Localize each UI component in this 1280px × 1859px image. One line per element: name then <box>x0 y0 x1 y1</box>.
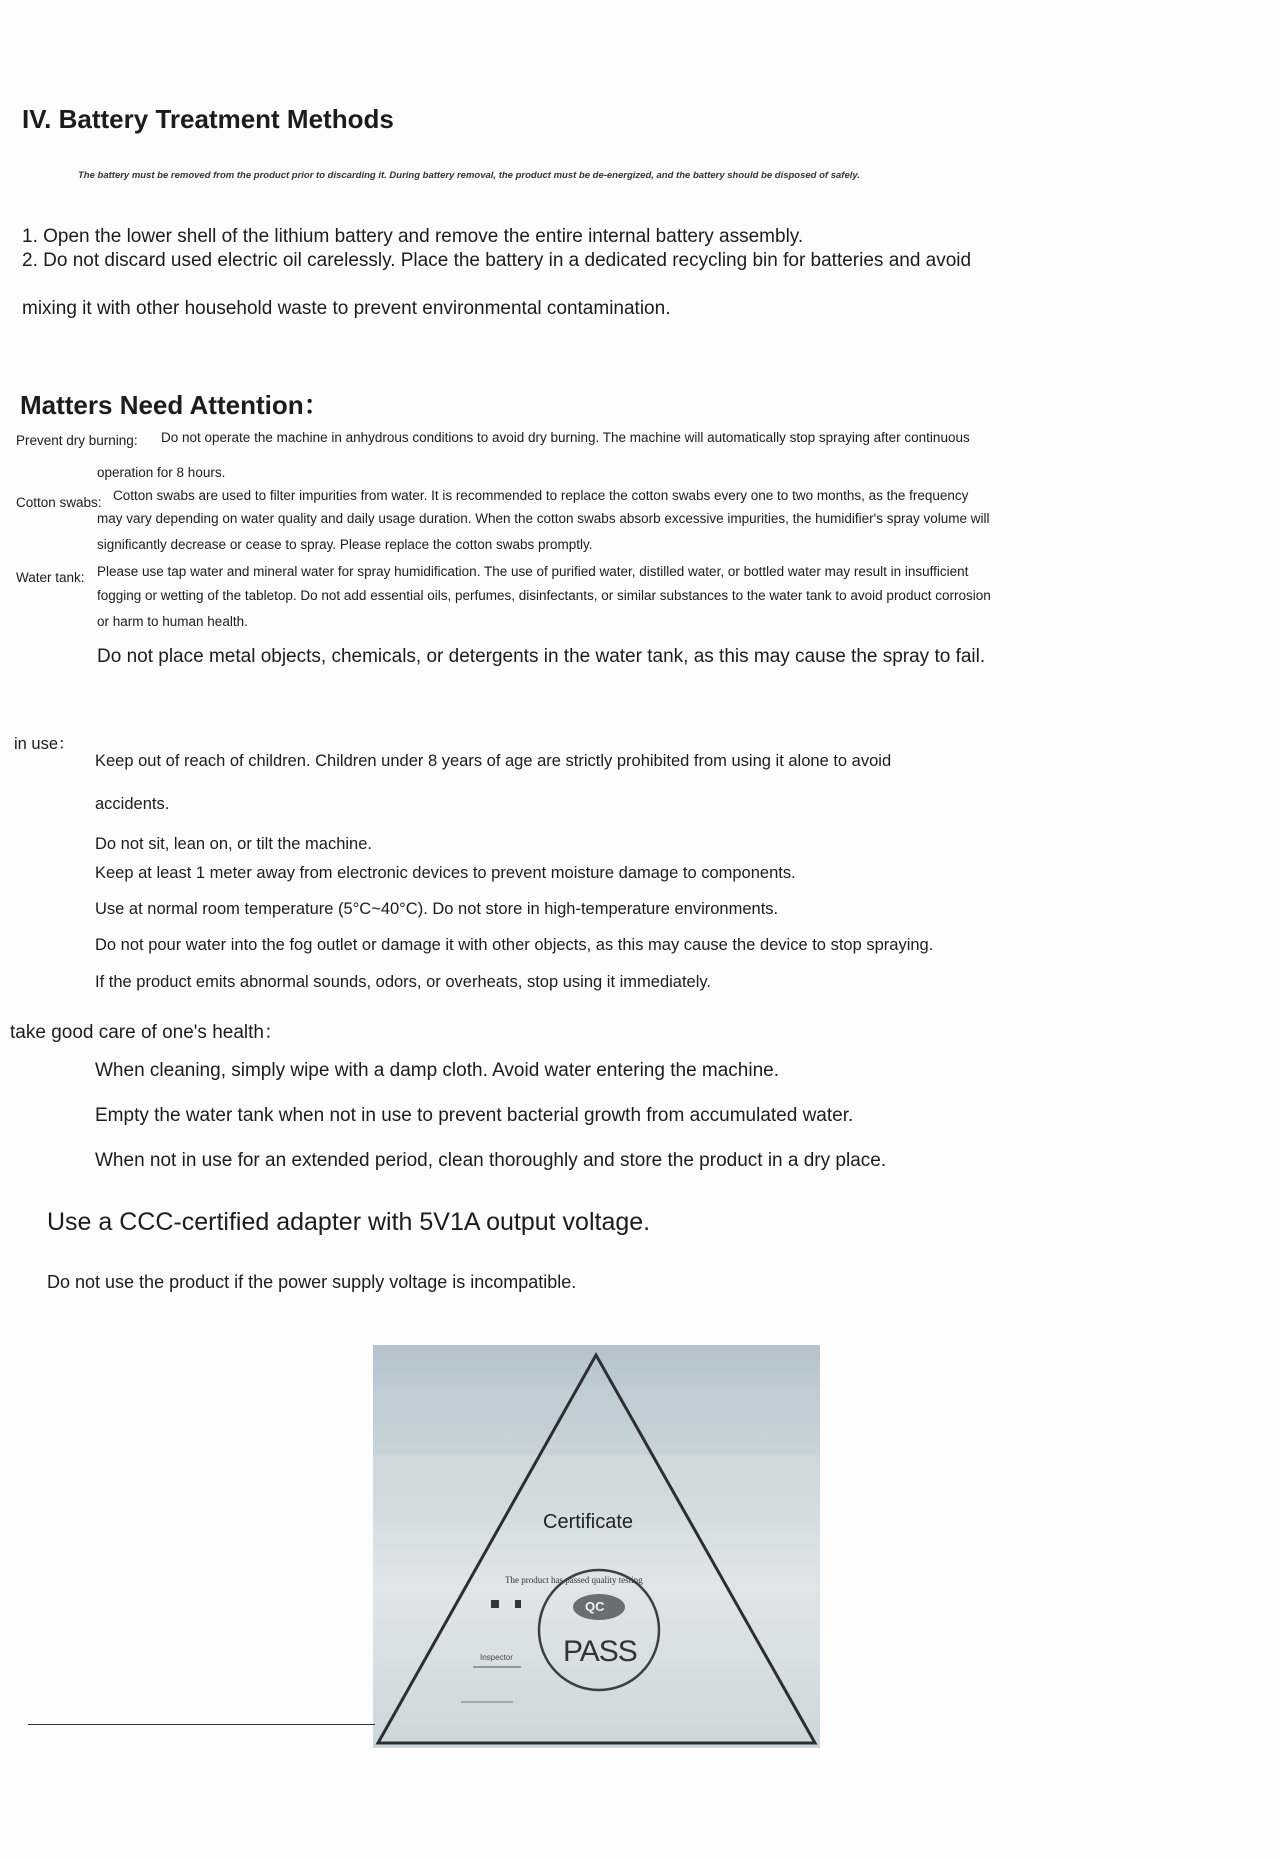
cotton-swabs-label: Cotton swabs: <box>16 495 102 510</box>
certificate-qc: QC <box>585 1599 605 1614</box>
care-line-1: When cleaning, simply wipe with a damp cloth. Avoid water entering the machine. <box>95 1060 780 1081</box>
in-use-line-7: If the product emits abnormal sounds, odors, or overheats, stop using it immediately. <box>95 973 711 991</box>
care-label: take good care of one's health： <box>10 1022 283 1043</box>
prevent-dry-burning-label: Prevent dry burning: <box>16 433 138 448</box>
in-use-line-2: accidents. <box>95 795 170 813</box>
metal-objects-warning: Do not place metal objects, chemicals, or detergents in the water tank, as this may cause the spray to fail. <box>97 646 986 667</box>
pass-seal-circle <box>539 1570 659 1690</box>
battery-heading: IV. Battery Treatment Methods <box>22 104 394 134</box>
certificate-graphic <box>373 1345 820 1748</box>
water-tank-line-3: or harm to human health. <box>97 614 248 629</box>
cotton-swabs-line-2: may vary depending on water quality and daily usage duration. When the cotton swabs absorb excessive impurities, the humidifier's spray volume will <box>97 511 990 526</box>
battery-step-2-line-2: mixing it with other household waste to prevent environmental contamination. <box>22 298 671 319</box>
water-tank-label: Water tank: <box>16 570 85 585</box>
battery-step-1: 1. Open the lower shell of the lithium battery and remove the entire internal battery assembly. <box>22 226 804 247</box>
in-use-line-4: Keep at least 1 meter away from electronic devices to prevent moisture damage to components. <box>95 864 796 882</box>
care-line-2: Empty the water tank when not in use to prevent bacterial growth from accumulated water. <box>95 1105 854 1126</box>
voltage-warning: Do not use the product if the power supply voltage is incompatible. <box>47 1272 577 1292</box>
battery-step-2-line-1: 2. Do not discard used electric oil carelessly. Place the battery in a dedicated recycling bin for batteries and avoid <box>22 250 972 271</box>
cotton-swabs-line-1: Cotton swabs are used to filter impurities from water. It is recommended to replace the cotton swabs every one to two months, as the frequency <box>113 488 969 503</box>
care-line-3: When not in use for an extended period, clean thoroughly and store the product in a dry place. <box>95 1150 887 1171</box>
in-use-line-6: Do not pour water into the fog outlet or damage it with other objects, as this may cause the device to stop spraying. <box>95 936 934 954</box>
battery-removal-note: The battery must be removed from the product prior to discarding it. During battery removal, the product must be de-energized, and the battery should be disposed of safely. <box>78 170 860 181</box>
attention-heading: Matters Need Attention： <box>20 390 330 420</box>
in-use-line-5: Use at normal room temperature (5°C~40°C). Do not store in high-temperature environments. <box>95 900 779 918</box>
certificate-inspector: Inspector <box>480 1653 513 1662</box>
water-tank-line-1: Please use tap water and mineral water for spray humidification. The use of purified water, distilled water, or bottled water may result in insufficient <box>97 564 969 579</box>
prevent-dry-burning-line-2: operation for 8 hours. <box>97 465 226 480</box>
in-use-label: in use： <box>14 735 75 753</box>
in-use-line-3: Do not sit, lean on, or tilt the machine. <box>95 835 372 853</box>
adapter-requirement: Use a CCC-certified adapter with 5V1A output voltage. <box>47 1208 651 1236</box>
prevent-dry-burning-line-1: Do not operate the machine in anhydrous conditions to avoid dry burning. The machine will automatically stop spraying after continuous <box>161 430 970 445</box>
water-tank-line-2: fogging or wetting of the tabletop. Do not add essential oils, perfumes, disinfectants, or similar substances to the water tank to avoid product corrosion <box>97 588 991 603</box>
horizontal-rule <box>28 1724 375 1725</box>
in-use-line-1: Keep out of reach of children. Children under 8 years of age are strictly prohibited from using it alone to avoid <box>95 752 892 770</box>
certificate-label-photo <box>373 1345 820 1748</box>
certificate-pass: PASS <box>563 1635 637 1668</box>
certificate-subtitle: The product has passed quality testing <box>505 1575 643 1585</box>
certificate-title: Certificate <box>543 1511 634 1533</box>
cotton-swabs-line-3: significantly decrease or cease to spray. Please replace the cotton swabs promptly. <box>97 537 593 552</box>
